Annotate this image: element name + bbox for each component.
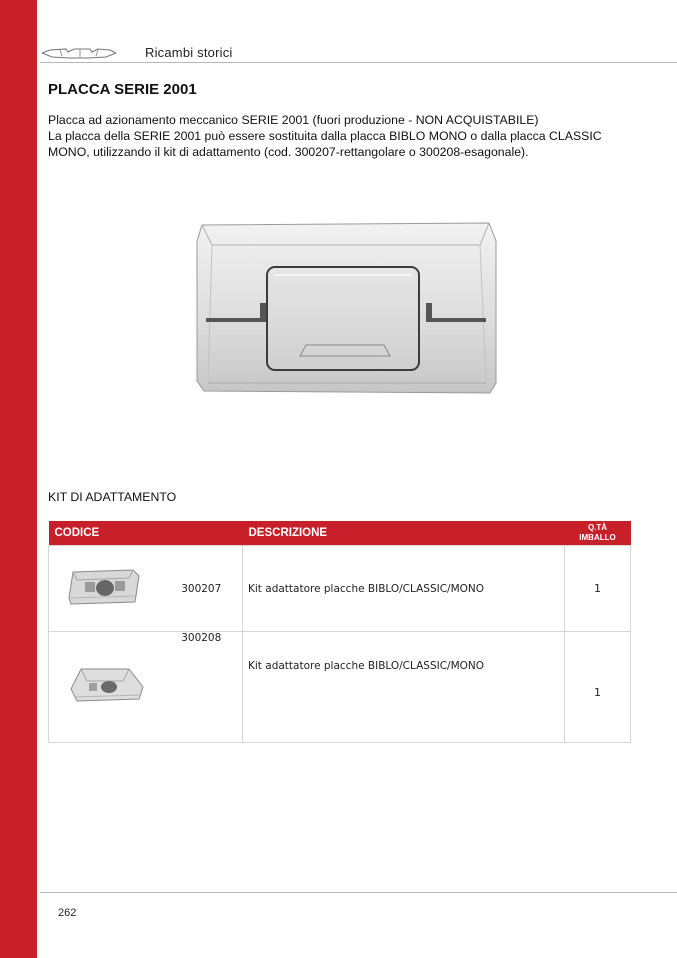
column-header-description: DESCRIZIONE xyxy=(243,521,565,546)
adapter-hexagonal-image xyxy=(49,645,161,727)
column-header-spacer xyxy=(161,521,243,546)
product-qty: 1 xyxy=(565,632,631,743)
table-header-row xyxy=(49,521,631,546)
kit-table xyxy=(48,521,631,743)
page-title: PLACCA SERIE 2001 xyxy=(48,81,197,98)
qty-header-line: IMBALLO xyxy=(579,533,616,542)
product-code: 300208 xyxy=(161,632,243,743)
flush-plate-image xyxy=(194,215,499,415)
header-divider xyxy=(40,62,677,63)
column-header-qty xyxy=(565,521,631,546)
product-description-cell: Kit adattatore placche BIBLO/CLASSIC/MONO xyxy=(243,632,565,743)
product-code: 300207 xyxy=(161,546,243,632)
description-line: La placca della SERIE 2001 può essere sostituita dalla placca BIBLO MONO o dalla placca CLASSIC xyxy=(48,129,602,143)
section-title: Ricambi storici xyxy=(145,45,233,60)
product-description xyxy=(48,112,648,160)
product-description-cell: Kit adattatore placche BIBLO/CLASSIC/MONO xyxy=(243,546,565,632)
column-header-code: CODICE xyxy=(49,521,161,546)
description-line: MONO, utilizzando il kit di adattamento (cod. 300207-rettangolare o 300208-esagonale). xyxy=(48,145,529,159)
kit-section-title: KIT DI ADATTAMENTO xyxy=(48,490,177,504)
side-accent-bar xyxy=(0,0,37,958)
brand-logo-icon xyxy=(40,44,118,62)
product-qty: 1 xyxy=(565,546,631,632)
product-image-cell xyxy=(49,546,161,632)
qty-header-line: Q.TÀ xyxy=(587,523,608,532)
page-number: 262 xyxy=(58,907,77,919)
product-image-cell xyxy=(49,632,161,743)
adapter-rectangular-image xyxy=(49,546,161,628)
description-line: Placca ad azionamento meccanico SERIE 2001 (fuori produzione - NON ACQUISTABILE) xyxy=(48,113,539,127)
table-row xyxy=(49,632,631,743)
footer-divider xyxy=(40,892,677,893)
table-row xyxy=(49,546,631,632)
